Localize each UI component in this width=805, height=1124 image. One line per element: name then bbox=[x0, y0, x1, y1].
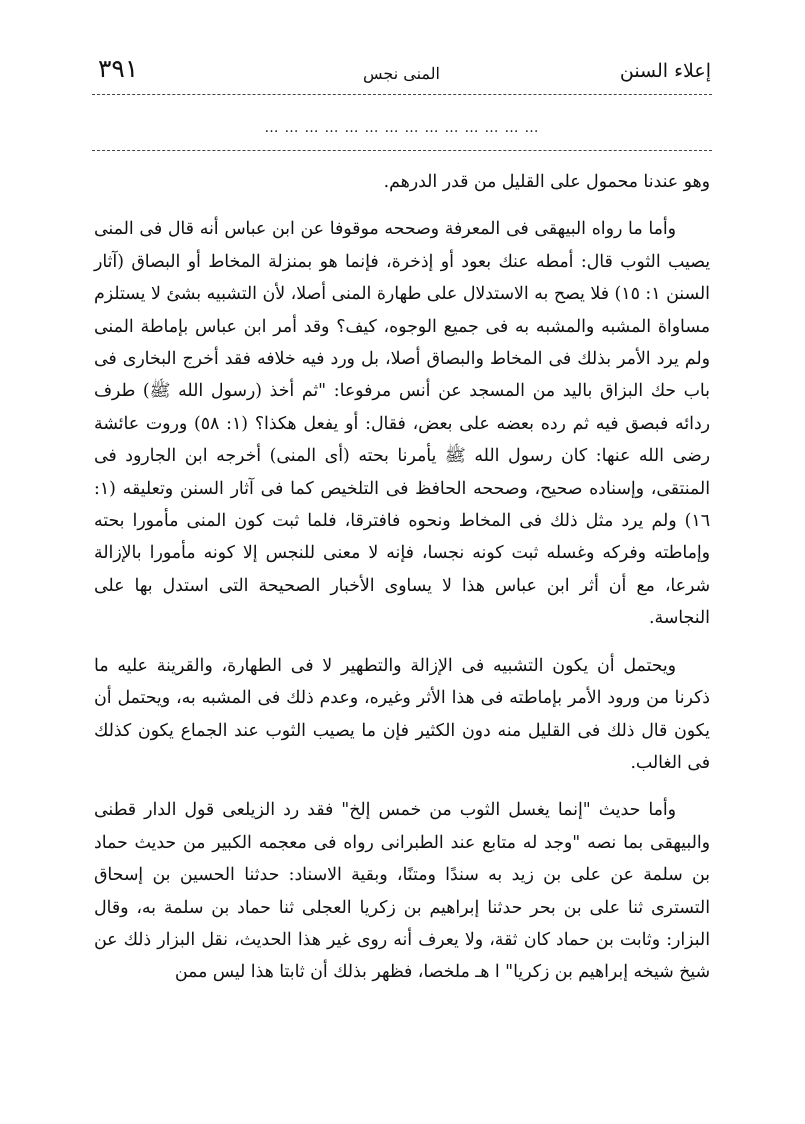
header-rule bbox=[92, 94, 712, 95]
separator-rule bbox=[92, 150, 712, 151]
section-title: المنى نجس bbox=[363, 64, 440, 83]
paragraph-five-things-hadith: وأما حديث "إنما يغسل الثوب من خمس إلخ" فقد رد الزيلعى قول الدار قطنى والبيهقى بما نصه "وجد له متابع عند الطبرانى رواه فى معجمه الكبير من حديث حماد بن سلمة عن على بن زيد به سندًا ومتنًا، وبقية الاسناد: حدثنا الحسين بن إسحاق التسترى ثنا على بن بحر حدثنا إبراهيم بن زكريا العجلى ثنا حماد بن سلمة به، وقال البزار: وثابت بن حماد كان ثقة، ولا يعرف أنه روى غير هذا الحديث، نقل البزار ذلك عن شيخ شيخه إبراهيم بن زكريا" ا هـ ملخصا، فظهر بذلك أن ثابتا هذا ليس ممن bbox=[94, 800, 710, 983]
page-number: ٣٩١ bbox=[98, 54, 139, 83]
separator-dots: …………………………………… bbox=[264, 122, 545, 134]
paragraph-bayhaqi-narration: وأما ما رواه البيهقى فى المعرفة وصححه موقوفا عن ابن عباس أنه قال فى المنى يصيب الثوب قال: أمطه عنك بعود أو إذخرة، فإنما هو بمنزلة المخاط أو البصاق (آثار السنن ١: ١٥) فلا يصح به الاستدلال على طهارة المنى أصلا، لأن التشبيه بشئ لا يستلزم مساواة المشبه والمشبه به فى جميع الوجوه، كيف؟ وقد أمر ابن عباس بإماطة المنى ولم يرد الأمر بذلك فى المخاط والبصاق أصلا، بل ورد فيه خلافه فقد أخرج البخارى فى باب حك البزاق باليد من المسجد عن أنس مرفوعا: "ثم أخذ (رسول الله ﷺ) طرف ردائه فبصق فيه ثم رده بعضه على بعض، فقال: أو يفعل هكذا؟ (١: ٥٨) وروت عائشة رضى الله عنها: كان رسول الله ﷺ يأمرنا بحته (أى المنى) أخرجه ابن الجارود فى المنتقى، وإسناده صحيح، وصححه الحافظ فى التلخيص كما فى آثار السنن وتعليقه (١: ١٦) ولم يرد مثل ذلك فى المخاط ونحوه فافترقا، فلما ثبت كون المنى مأمورا بحته وإماطته وفركه وغسله ثبت كونه نجسا، فإنه لا معنى للنجس إلا كونه مأمورا بالإزالة شرعا، مع أن أثر ابن عباس هذا لا يساوى الأخبار الصحيحة التى استدل بها على النجاسة. bbox=[94, 219, 710, 629]
page-header bbox=[92, 54, 711, 86]
paragraph-possible-interpretation: ويحتمل أن يكون التشبيه فى الإزالة والتطهير لا فى الطهارة، والقرينة عليه ما ذكرنا من ورود الأمر بإماطته فى هذا الأثر وغيره، وعدم ذلك فى المشبه به، ويحتمل أن يكون قال ذلك فى القليل منه دون الكثير فإن ما يصيب الثوب عند الجماع يكون كذلك فى الغالب. bbox=[94, 655, 710, 773]
page-body bbox=[94, 166, 710, 1004]
running-title: إعلاء السنن bbox=[619, 60, 711, 82]
paragraph-continuation: وهو عندنا محمول على القليل من قدر الدرهم. bbox=[383, 172, 710, 192]
